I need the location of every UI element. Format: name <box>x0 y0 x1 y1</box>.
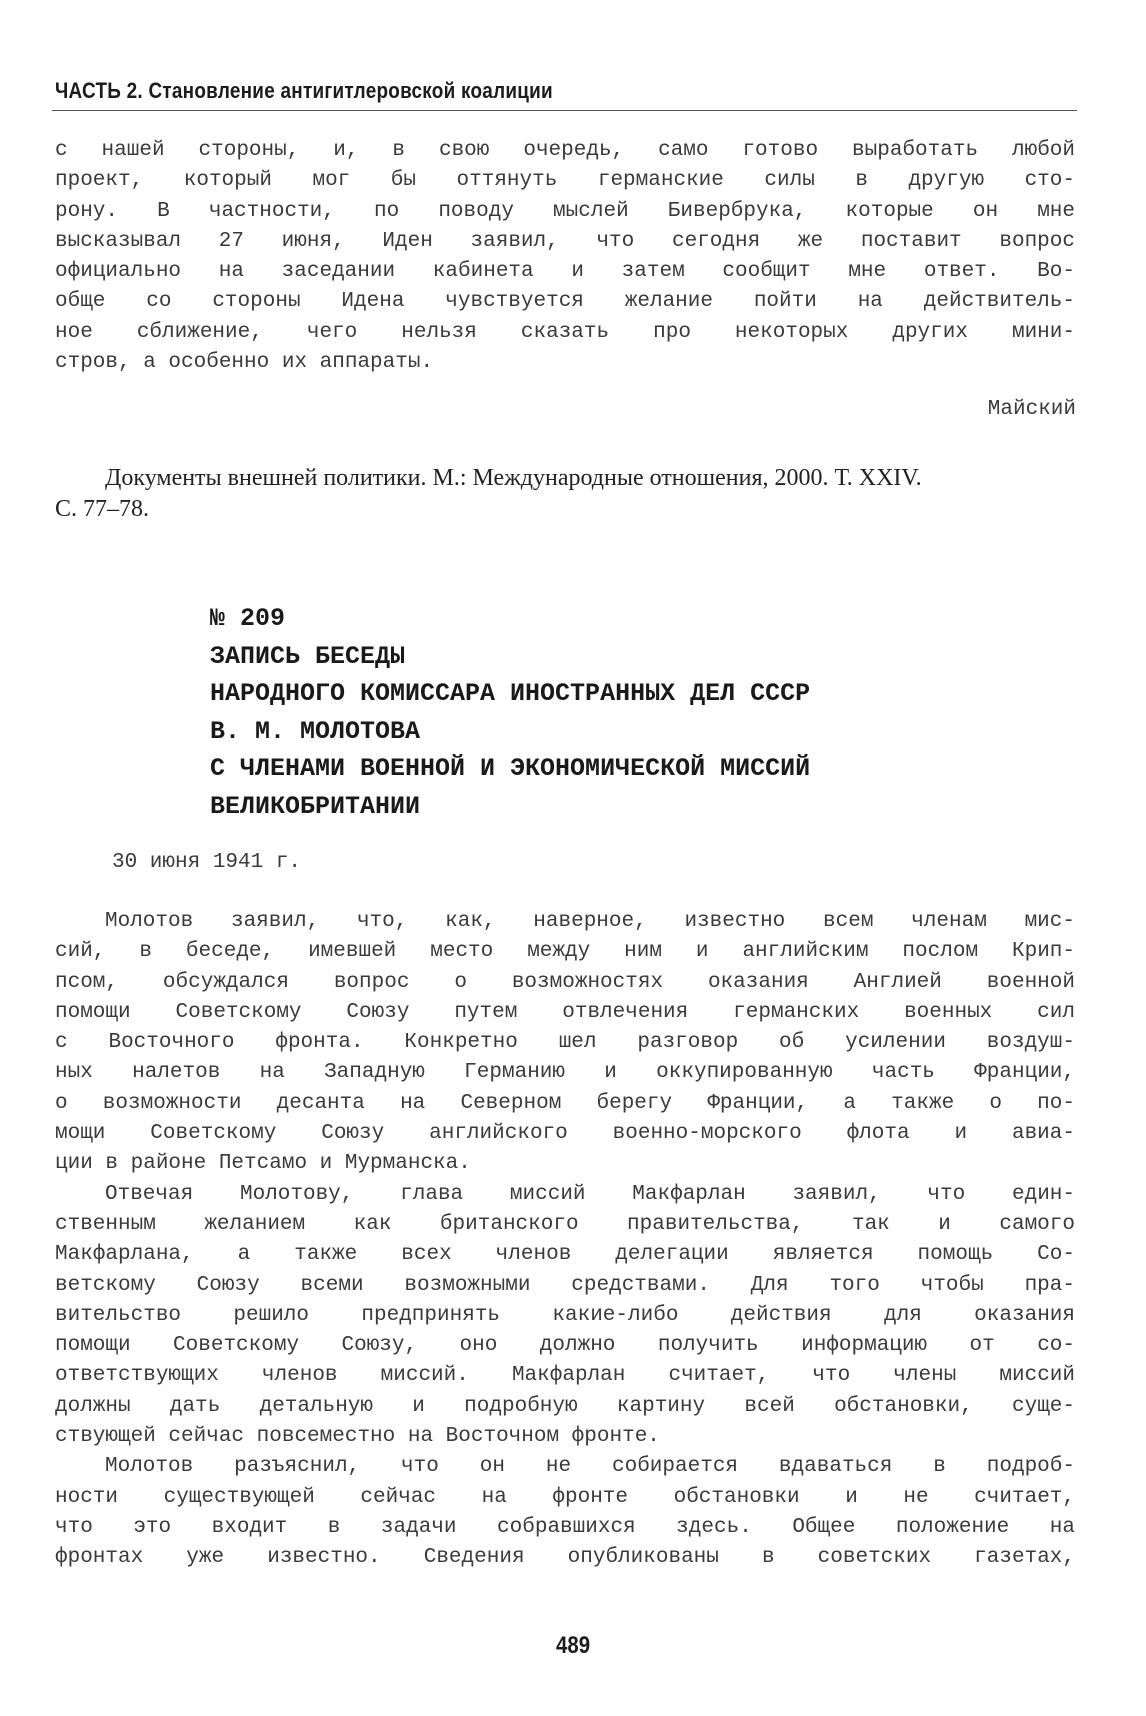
text-line: стров, а особенно их аппараты. <box>55 351 434 375</box>
text-line: должны дать детальную и подробную картину всей обстановки, суще- <box>55 1394 1075 1418</box>
text-line: вительство решило предпринять какие-либо действия для оказания <box>55 1303 1075 1327</box>
text-line: рону. В частности, по поводу мыслей Бивербрука, которые он мне <box>55 199 1075 223</box>
citation-line: Документы внешней политики. М.: Международные отношения, 2000. Т. XXIV. <box>105 465 922 491</box>
document-heading <box>210 600 810 825</box>
heading-line: С ЧЛЕНАМИ ВОЕННОЙ И ЭКОНОМИЧЕСКОЙ МИССИЙ <box>210 754 811 783</box>
text-line: официально на заседании кабинета и затем сообщит мне ответ. Во- <box>55 260 1075 284</box>
text-line: ствующей сейчас повсеместно на Восточном фронте. <box>55 1425 660 1449</box>
text-line: ветскому Союзу всеми возможными средствами. Для того чтобы пра- <box>55 1273 1075 1297</box>
text-line: мощи Советскому Союзу английского военно-морского флота и авиа- <box>55 1122 1075 1146</box>
source-citation <box>55 463 1075 525</box>
header-rule <box>52 110 1077 111</box>
page-number <box>0 1632 1146 1660</box>
letter-continuation <box>55 136 1075 378</box>
document-date: 30 июня 1941 г. <box>112 851 302 874</box>
heading-line: В. М. МОЛОТОВА <box>210 716 421 746</box>
page-number-value: 489 <box>555 1632 591 1659</box>
text-line: фронтах уже известно. Сведения опубликованы в советских газетах, <box>55 1546 1075 1570</box>
running-header: ЧАСТЬ 2. Становление антигитлеровской коалиции <box>55 78 553 103</box>
text-line: ции в районе Петсамо и Мурманска. <box>55 1152 471 1176</box>
heading-line: НАРОДНОГО КОМИССАРА ИНОСТРАННЫХ ДЕЛ СССР <box>210 679 811 708</box>
text-line: ности существующей сейчас на фронте обстановки и не считает, <box>55 1485 1075 1509</box>
text-line: псом, обсуждался вопрос о возможностях оказания Англией военной <box>55 970 1075 994</box>
document-body <box>55 907 1075 1574</box>
text-line: Отвечая Молотову, глава миссий Макфарлан заявил, что един- <box>105 1182 1075 1206</box>
text-line: ственным желанием как британского правительства, так и самого <box>55 1212 1075 1236</box>
text-line: ответствующих членов миссий. Макфарлан считает, что члены миссий <box>55 1364 1075 1388</box>
text-line: ных налетов на Западную Германию и оккупированную часть Франции, <box>55 1061 1075 1085</box>
text-line: сий, в беседе, имевшей место между ним и английским послом Крип- <box>55 940 1075 964</box>
text-line: что это входит в задачи собравшихся здесь. Общее положение на <box>55 1515 1075 1539</box>
text-line: помощи Советскому Союзу путем отвлечения германских военных сил <box>55 1000 1075 1024</box>
text-line: помощи Советскому Союзу, оно должно получить информацию от со- <box>55 1334 1075 1358</box>
text-line: с нашей стороны, и, в свою очередь, само готово выработать любой <box>55 139 1075 162</box>
letter-signature: Майский <box>987 398 1076 421</box>
text-line: ное сближение, чего нельзя сказать про некоторых других мини- <box>55 320 1075 344</box>
text-line: обще со стороны Идена чувствуется желание пойти на действитель- <box>55 290 1075 314</box>
text-line: Макфарлана, а также всех членов делегации является помощь Со- <box>55 1243 1075 1267</box>
text-line: Молотов заявил, что, как, наверное, известно всем членам мис- <box>105 910 1075 933</box>
text-line: проект, который мог бы оттянуть германские силы в другую сто- <box>55 169 1075 193</box>
citation-line: С. 77–78. <box>55 496 150 522</box>
heading-line: ЗАПИСЬ БЕСЕДЫ <box>210 641 406 671</box>
text-line: с Восточного фронта. Конкретно шел разговор об усилении воздуш- <box>55 1031 1075 1055</box>
document-number: № 209 <box>210 604 286 633</box>
heading-line: ВЕЛИКОБРИТАНИИ <box>210 791 421 821</box>
text-line: о возможности десанта на Северном берегу Франции, а также о по- <box>55 1091 1075 1115</box>
text-line: Молотов разъяснил, что он не собирается вдаваться в подроб- <box>105 1455 1075 1479</box>
text-line: высказывал 27 июня, Иден заявил, что сегодня же поставит вопрос <box>55 229 1075 253</box>
